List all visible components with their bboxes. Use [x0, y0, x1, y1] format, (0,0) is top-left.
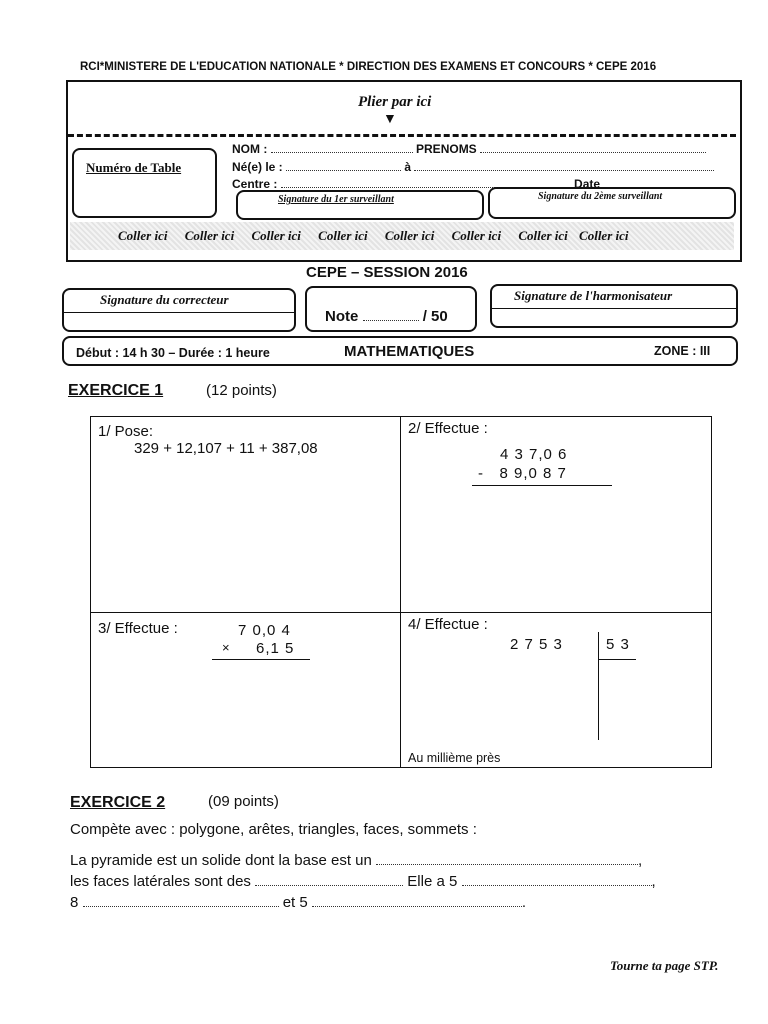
ex2-line2-text: les faces latérales sont des [70, 873, 251, 890]
ex2-points: (09 points) [208, 793, 279, 810]
q4-division-hline [598, 659, 636, 660]
q3-rule [212, 659, 310, 660]
ex2-line2 [70, 873, 656, 890]
session-title: CEPE – SESSION 2016 [306, 264, 468, 281]
coller-label: Coller ici [451, 228, 502, 243]
q4-division-vline [598, 632, 599, 740]
q4-label: 4/ Effectue : [408, 616, 488, 633]
ex2-period: . [521, 894, 527, 911]
ex2-title: EXERCICE 2 [70, 794, 166, 811]
ex2-instruction: Compète avec : polygone, arêtes, triangles, faces, sommets : [70, 821, 477, 838]
q2-line1: 4 3 7,0 6 [500, 446, 568, 463]
note-label: Note [325, 308, 359, 325]
q2-rule [472, 485, 612, 486]
q4-divisor: 5 3 [606, 636, 630, 653]
coller-label: Coller ici [518, 228, 568, 243]
harmonisateur-label: Signature de l'harmonisateur [514, 288, 673, 303]
ex2-blank-triangles[interactable] [255, 875, 403, 886]
ex1-vline [400, 416, 401, 768]
table-number-box[interactable] [72, 148, 217, 218]
ex2-comma: , [638, 852, 643, 869]
a-label: à [404, 160, 412, 174]
subject-bar [62, 336, 738, 366]
q3-line1: 7 0,0 4 [238, 622, 291, 639]
header-title: RCI*MINISTERE DE L'EDUCATION NATIONALE * DIRECTION DES EXAMENS ET CONCOURS * CEPE 2016 [80, 61, 657, 73]
prenoms-field[interactable] [480, 142, 706, 153]
ex1-title: EXERCICE 1 [68, 382, 164, 399]
note-row [325, 308, 448, 325]
ex2-comma: , [651, 873, 656, 890]
ex2-line1 [70, 852, 642, 869]
note-field[interactable] [363, 310, 419, 321]
coller-label: Coller ici [384, 228, 435, 243]
sig1-box[interactable] [236, 190, 484, 220]
q2-line2: - 8 9,0 8 7 [478, 465, 567, 482]
fold-label: Plier par ici [358, 94, 432, 110]
q3-label: 3/ Effectue : [98, 620, 178, 637]
zone-label: ZONE : III [654, 344, 711, 358]
fold-arrow-icon: ▼ [383, 110, 397, 126]
sig2-box[interactable] [488, 187, 736, 219]
note-box[interactable] [305, 286, 477, 332]
ex2-line3-text-b: et 5 [282, 894, 308, 911]
nom-field[interactable] [271, 142, 413, 153]
fold-dashed-line [68, 134, 736, 137]
correcteur-label: Signature du correcteur [100, 292, 229, 307]
q2-label: 2/ Effectue : [408, 420, 488, 437]
ex2-blank-faces[interactable] [462, 875, 652, 886]
nom-label: NOM : [232, 142, 268, 156]
q4-note: Au millième près [408, 751, 501, 765]
nom-row [232, 142, 706, 156]
q4-dividend: 2 7 5 3 [510, 636, 563, 653]
q3-line2: 6,1 5 [256, 640, 295, 657]
turn-page-note: Tourne ta page STP. [610, 958, 719, 973]
subject-label: MATHEMATIQUES [344, 343, 475, 360]
date-label: Date [574, 177, 601, 191]
q1-expression: 329 + 12,107 + 11 + 387,08 [134, 440, 318, 457]
prenoms-label: PRENOMS [416, 142, 477, 156]
ex2-line1-text: La pyramide est un solide dont la base est un [70, 852, 372, 869]
ex2-blank-sommets[interactable] [312, 896, 522, 907]
ex1-hline [90, 612, 712, 613]
harmonisateur-box[interactable] [490, 284, 738, 328]
coller-label: Coller ici [184, 228, 235, 243]
ne-field[interactable] [286, 160, 401, 171]
sig1-label: Signature du 1er surveillant [278, 194, 394, 205]
debut-label: Début : 14 h 30 – Durée : 1 heure [76, 346, 270, 360]
ex2-line3-text: 8 [70, 894, 79, 911]
ex2-blank-aretes[interactable] [83, 896, 279, 907]
coller-row [118, 228, 629, 244]
correcteur-box[interactable] [62, 288, 296, 332]
coller-label: Coller ici [118, 228, 168, 243]
table-number-label: Numéro de Table [86, 160, 182, 175]
lieu-field[interactable] [414, 160, 714, 171]
sig2-label: Signature du 2ème surveillant [538, 191, 663, 202]
ex2-line3 [70, 894, 526, 911]
coller-label: Coller ici [318, 228, 368, 243]
q3-operator: × [222, 640, 230, 655]
coller-label: Coller ici [251, 228, 301, 243]
ex2-line2-text-b: Elle a 5 [407, 873, 458, 890]
centre-label: Centre : [232, 177, 278, 191]
note-total: / 50 [422, 308, 448, 325]
coller-label: Coller ici [579, 228, 629, 243]
ex1-points: (12 points) [206, 382, 277, 399]
ex2-blank-polygone[interactable] [376, 854, 638, 865]
ne-row [232, 160, 714, 174]
ne-label: Né(e) le : [232, 160, 283, 174]
ex1-grid [90, 416, 712, 768]
q1-label: 1/ Pose: [98, 423, 154, 440]
